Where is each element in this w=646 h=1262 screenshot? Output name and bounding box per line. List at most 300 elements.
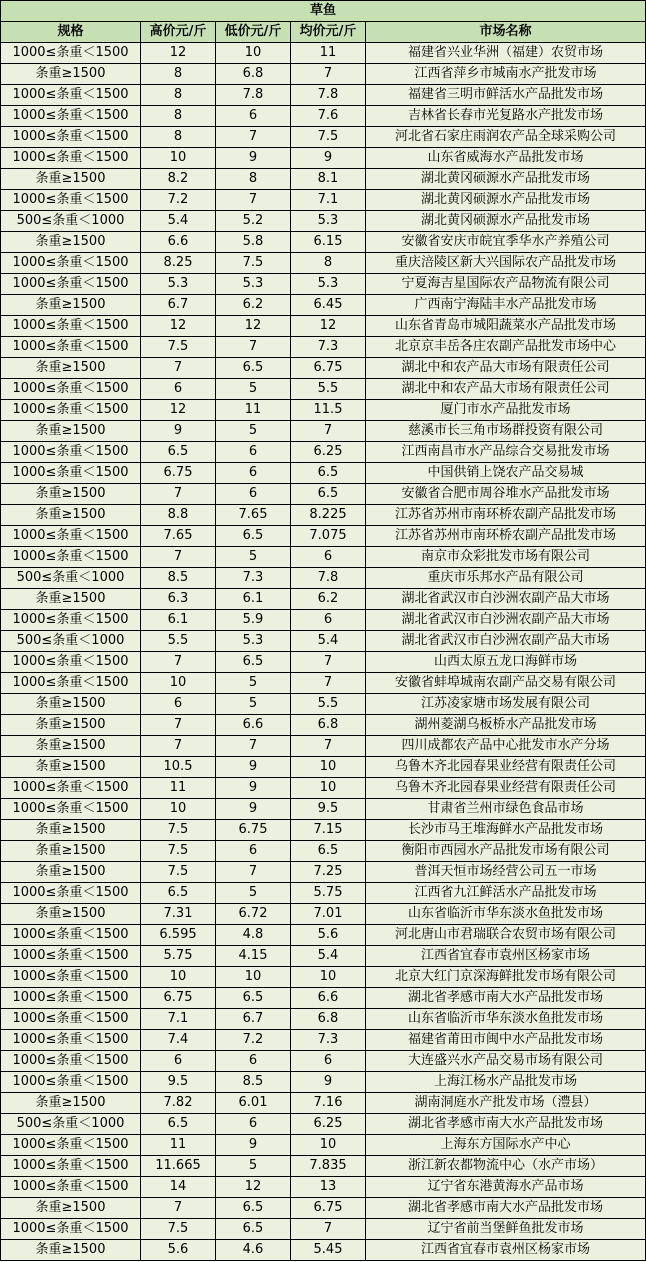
- table-row: [1, 421, 646, 442]
- cell-low-price: 6.5: [216, 652, 291, 673]
- table-row: [1, 988, 646, 1009]
- cell-spec: 条重≥1500: [1, 757, 141, 778]
- cell-avg-price: 7.075: [291, 526, 366, 547]
- cell-high-price: 7: [141, 358, 216, 379]
- title-row: [1, 1, 646, 22]
- cell-high-price: 14: [141, 1177, 216, 1198]
- table-row: [1, 694, 646, 715]
- cell-market-name: 北京京丰岳各庄农副产品批发市场中心: [366, 337, 646, 358]
- cell-avg-price: 6.6: [291, 988, 366, 1009]
- cell-high-price: 5.6: [141, 1240, 216, 1261]
- cell-market-name: 大连盛兴水产品交易市场有限公司: [366, 1051, 646, 1072]
- cell-low-price: 6.1: [216, 589, 291, 610]
- table-row: [1, 925, 646, 946]
- cell-low-price: 5: [216, 547, 291, 568]
- cell-avg-price: 6.5: [291, 463, 366, 484]
- cell-spec: 1000≤条重＜1500: [1, 316, 141, 337]
- cell-spec: 条重≥1500: [1, 862, 141, 883]
- cell-high-price: 11: [141, 1135, 216, 1156]
- cell-avg-price: 11.5: [291, 400, 366, 421]
- cell-spec: 1000≤条重＜1500: [1, 673, 141, 694]
- cell-market-name: 安徽省安庆市皖宜季华水产养殖公司: [366, 232, 646, 253]
- cell-market-name: 山东省青岛市城阳蔬菜水产品批发市场: [366, 316, 646, 337]
- cell-spec: 条重≥1500: [1, 1093, 141, 1114]
- cell-low-price: 6.01: [216, 1093, 291, 1114]
- cell-spec: 条重≥1500: [1, 715, 141, 736]
- cell-low-price: 7.65: [216, 505, 291, 526]
- table-row: [1, 778, 646, 799]
- cell-high-price: 10.5: [141, 757, 216, 778]
- cell-avg-price: 9.5: [291, 799, 366, 820]
- cell-high-price: 10: [141, 967, 216, 988]
- cell-low-price: 7: [216, 127, 291, 148]
- cell-spec: 1000≤条重＜1500: [1, 799, 141, 820]
- cell-market-name: 福建省兴业华洲（福建）农贸市场: [366, 43, 646, 64]
- cell-low-price: 7: [216, 736, 291, 757]
- cell-high-price: 7: [141, 652, 216, 673]
- cell-avg-price: 10: [291, 757, 366, 778]
- cell-market-name: 福建省三明市鲜活水产品批发市场: [366, 85, 646, 106]
- cell-spec: 条重≥1500: [1, 694, 141, 715]
- cell-avg-price: 5.6: [291, 925, 366, 946]
- cell-high-price: 8: [141, 106, 216, 127]
- cell-avg-price: 7: [291, 673, 366, 694]
- cell-avg-price: 10: [291, 1135, 366, 1156]
- cell-high-price: 9.5: [141, 1072, 216, 1093]
- cell-high-price: 6.6: [141, 232, 216, 253]
- cell-low-price: 12: [216, 316, 291, 337]
- header-row: [1, 22, 646, 43]
- table-row: [1, 736, 646, 757]
- cell-avg-price: 7.25: [291, 862, 366, 883]
- cell-spec: 条重≥1500: [1, 1198, 141, 1219]
- cell-spec: 1000≤条重＜1500: [1, 778, 141, 799]
- cell-high-price: 6.595: [141, 925, 216, 946]
- table-row: [1, 883, 646, 904]
- cell-market-name: 上海东方国际水产中心: [366, 1135, 646, 1156]
- cell-avg-price: 7.835: [291, 1156, 366, 1177]
- cell-high-price: 7.2: [141, 190, 216, 211]
- cell-market-name: 山西太原五龙口海鲜市场: [366, 652, 646, 673]
- table-row: [1, 295, 646, 316]
- table-row: [1, 148, 646, 169]
- cell-high-price: 7.82: [141, 1093, 216, 1114]
- cell-low-price: 6: [216, 106, 291, 127]
- cell-spec: 500≤条重＜1000: [1, 631, 141, 652]
- cell-low-price: 6: [216, 484, 291, 505]
- cell-low-price: 9: [216, 757, 291, 778]
- cell-avg-price: 7.6: [291, 106, 366, 127]
- cell-high-price: 11: [141, 778, 216, 799]
- cell-spec: 1000≤条重＜1500: [1, 1072, 141, 1093]
- table-row: [1, 43, 646, 64]
- cell-spec: 1000≤条重＜1500: [1, 988, 141, 1009]
- cell-spec: 条重≥1500: [1, 232, 141, 253]
- cell-low-price: 6.6: [216, 715, 291, 736]
- cell-market-name: 江苏省苏州市南环桥农副产品批发市场: [366, 505, 646, 526]
- cell-low-price: 5.9: [216, 610, 291, 631]
- cell-spec: 1000≤条重＜1500: [1, 442, 141, 463]
- table-row: [1, 904, 646, 925]
- cell-avg-price: 6.25: [291, 442, 366, 463]
- table-row: [1, 232, 646, 253]
- cell-low-price: 6.8: [216, 64, 291, 85]
- cell-spec: 1000≤条重＜1500: [1, 1135, 141, 1156]
- cell-avg-price: 11: [291, 43, 366, 64]
- cell-market-name: 江西省宜春市袁州区杨家市场: [366, 1240, 646, 1261]
- cell-low-price: 6: [216, 1051, 291, 1072]
- table-row: [1, 967, 646, 988]
- cell-spec: 条重≥1500: [1, 904, 141, 925]
- cell-spec: 1000≤条重＜1500: [1, 127, 141, 148]
- cell-low-price: 5: [216, 883, 291, 904]
- header-avg-price: 均价元/斤: [291, 22, 366, 43]
- cell-market-name: 上海江杨水产品批发市场: [366, 1072, 646, 1093]
- cell-low-price: 6: [216, 442, 291, 463]
- cell-market-name: 甘肃省兰州市绿色食品市场: [366, 799, 646, 820]
- cell-market-name: 江西南昌市水产品综合交易批发市场: [366, 442, 646, 463]
- cell-low-price: 9: [216, 799, 291, 820]
- cell-high-price: 5.3: [141, 274, 216, 295]
- header-market-name: 市场名称: [366, 22, 646, 43]
- cell-spec: 条重≥1500: [1, 1240, 141, 1261]
- cell-high-price: 8.5: [141, 568, 216, 589]
- table-row: [1, 589, 646, 610]
- cell-spec: 1000≤条重＜1500: [1, 946, 141, 967]
- cell-spec: 条重≥1500: [1, 820, 141, 841]
- cell-low-price: 9: [216, 1135, 291, 1156]
- cell-low-price: 5: [216, 694, 291, 715]
- cell-avg-price: 7: [291, 1219, 366, 1240]
- cell-high-price: 8.2: [141, 169, 216, 190]
- cell-market-name: 河北省石家庄雨润农产品全球采购公司: [366, 127, 646, 148]
- cell-spec: 1000≤条重＜1500: [1, 610, 141, 631]
- cell-spec: 条重≥1500: [1, 295, 141, 316]
- cell-low-price: 6.5: [216, 358, 291, 379]
- cell-avg-price: 6.2: [291, 589, 366, 610]
- table-row: [1, 610, 646, 631]
- cell-avg-price: 6: [291, 610, 366, 631]
- cell-spec: 1000≤条重＜1500: [1, 379, 141, 400]
- cell-low-price: 6.7: [216, 1009, 291, 1030]
- cell-avg-price: 6.15: [291, 232, 366, 253]
- cell-low-price: 6.5: [216, 1198, 291, 1219]
- cell-avg-price: 12: [291, 316, 366, 337]
- cell-avg-price: 9: [291, 1072, 366, 1093]
- cell-market-name: 乌鲁木齐北园春果业经营有限责任公司: [366, 778, 646, 799]
- cell-low-price: 10: [216, 43, 291, 64]
- table-row: [1, 106, 646, 127]
- cell-avg-price: 6.45: [291, 295, 366, 316]
- cell-avg-price: 7.15: [291, 820, 366, 841]
- table-title: 草鱼: [1, 1, 646, 22]
- table-row: [1, 1114, 646, 1135]
- cell-spec: 1000≤条重＜1500: [1, 43, 141, 64]
- cell-avg-price: 7.16: [291, 1093, 366, 1114]
- cell-spec: 条重≥1500: [1, 736, 141, 757]
- header-spec: 规格: [1, 22, 141, 43]
- cell-high-price: 9: [141, 421, 216, 442]
- cell-avg-price: 7: [291, 64, 366, 85]
- cell-high-price: 6.7: [141, 295, 216, 316]
- cell-avg-price: 7.8: [291, 568, 366, 589]
- cell-high-price: 7: [141, 547, 216, 568]
- cell-low-price: 6.2: [216, 295, 291, 316]
- cell-low-price: 10: [216, 967, 291, 988]
- cell-spec: 1000≤条重＜1500: [1, 274, 141, 295]
- cell-market-name: 山东省威海水产品批发市场: [366, 148, 646, 169]
- cell-spec: 1000≤条重＜1500: [1, 337, 141, 358]
- table-row: [1, 190, 646, 211]
- cell-high-price: 7.4: [141, 1030, 216, 1051]
- cell-high-price: 7.5: [141, 1219, 216, 1240]
- cell-market-name: 辽宁省东港黄海水产品市场: [366, 1177, 646, 1198]
- table-row: [1, 1177, 646, 1198]
- cell-high-price: 12: [141, 400, 216, 421]
- cell-high-price: 7.65: [141, 526, 216, 547]
- cell-high-price: 6: [141, 379, 216, 400]
- cell-spec: 1000≤条重＜1500: [1, 190, 141, 211]
- cell-high-price: 12: [141, 43, 216, 64]
- cell-low-price: 7.3: [216, 568, 291, 589]
- cell-low-price: 5: [216, 421, 291, 442]
- table-row: [1, 799, 646, 820]
- cell-avg-price: 7.01: [291, 904, 366, 925]
- table-row: [1, 400, 646, 421]
- cell-low-price: 7.8: [216, 85, 291, 106]
- cell-spec: 1000≤条重＜1500: [1, 652, 141, 673]
- table-row: [1, 547, 646, 568]
- cell-low-price: 12: [216, 1177, 291, 1198]
- table-row: [1, 64, 646, 85]
- cell-spec: 500≤条重＜1000: [1, 211, 141, 232]
- cell-spec: 1000≤条重＜1500: [1, 967, 141, 988]
- table-row: [1, 526, 646, 547]
- cell-market-name: 湖北省孝感市南大水产品批发市场: [366, 988, 646, 1009]
- cell-low-price: 6.5: [216, 526, 291, 547]
- table-row: [1, 1219, 646, 1240]
- cell-market-name: 安徽省合肥市周谷堆水产品批发市场: [366, 484, 646, 505]
- cell-market-name: 安徽省蚌埠城南农副产品交易有限公司: [366, 673, 646, 694]
- table-row: [1, 1156, 646, 1177]
- cell-spec: 条重≥1500: [1, 505, 141, 526]
- cell-market-name: 长沙市马王堆海鲜水产品批发市场: [366, 820, 646, 841]
- table-row: [1, 841, 646, 862]
- cell-avg-price: 7: [291, 421, 366, 442]
- cell-low-price: 7: [216, 190, 291, 211]
- table-row: [1, 211, 646, 232]
- cell-spec: 1000≤条重＜1500: [1, 253, 141, 274]
- cell-low-price: 7: [216, 862, 291, 883]
- cell-high-price: 7: [141, 1198, 216, 1219]
- cell-high-price: 5.5: [141, 631, 216, 652]
- cell-market-name: 湖北省孝感市南大水产品批发市场: [366, 1114, 646, 1135]
- cell-spec: 1000≤条重＜1500: [1, 400, 141, 421]
- cell-high-price: 8.8: [141, 505, 216, 526]
- cell-spec: 1000≤条重＜1500: [1, 1030, 141, 1051]
- cell-avg-price: 6.8: [291, 1009, 366, 1030]
- table-row: [1, 274, 646, 295]
- table-row: [1, 1135, 646, 1156]
- cell-market-name: 湖北省武汉市白沙洲农副产品大市场: [366, 610, 646, 631]
- cell-spec: 500≤条重＜1000: [1, 568, 141, 589]
- cell-spec: 1000≤条重＜1500: [1, 1177, 141, 1198]
- cell-market-name: 广西南宁海陆丰水产品批发市场: [366, 295, 646, 316]
- cell-market-name: 江西省萍乡市城南水产批发市场: [366, 64, 646, 85]
- cell-market-name: 辽宁省前当堡鲜鱼批发市场: [366, 1219, 646, 1240]
- header-low-price: 低价元/斤: [216, 22, 291, 43]
- cell-market-name: 湖北黄冈硕源水产品批发市场: [366, 190, 646, 211]
- cell-spec: 1000≤条重＜1500: [1, 1051, 141, 1072]
- cell-high-price: 7.1: [141, 1009, 216, 1030]
- cell-low-price: 5: [216, 673, 291, 694]
- cell-high-price: 6.3: [141, 589, 216, 610]
- table-row: [1, 484, 646, 505]
- table-row: [1, 463, 646, 484]
- cell-market-name: 四川成都农产品中心批发市水产分场: [366, 736, 646, 757]
- cell-avg-price: 6: [291, 547, 366, 568]
- cell-high-price: 6.5: [141, 442, 216, 463]
- cell-high-price: 6.5: [141, 1114, 216, 1135]
- cell-high-price: 10: [141, 148, 216, 169]
- cell-spec: 条重≥1500: [1, 421, 141, 442]
- cell-spec: 1000≤条重＜1500: [1, 1009, 141, 1030]
- cell-spec: 条重≥1500: [1, 841, 141, 862]
- table-row: [1, 358, 646, 379]
- cell-high-price: 6.1: [141, 610, 216, 631]
- cell-high-price: 7: [141, 736, 216, 757]
- cell-market-name: 江苏省苏州市南环桥农副产品批发市场: [366, 526, 646, 547]
- cell-low-price: 6.72: [216, 904, 291, 925]
- table-row: [1, 631, 646, 652]
- cell-market-name: 浙江新农都物流中心（水产市场）: [366, 1156, 646, 1177]
- cell-market-name: 山东省临沂市华东淡水鱼批发市场: [366, 904, 646, 925]
- cell-avg-price: 5.45: [291, 1240, 366, 1261]
- cell-low-price: 6.5: [216, 1219, 291, 1240]
- table-row: [1, 715, 646, 736]
- cell-high-price: 10: [141, 799, 216, 820]
- cell-high-price: 8: [141, 64, 216, 85]
- cell-low-price: 5.3: [216, 631, 291, 652]
- cell-low-price: 7.2: [216, 1030, 291, 1051]
- cell-avg-price: 10: [291, 967, 366, 988]
- cell-spec: 500≤条重＜1000: [1, 1114, 141, 1135]
- cell-market-name: 湖北省武汉市白沙洲农副产品大市场: [366, 589, 646, 610]
- cell-avg-price: 9: [291, 148, 366, 169]
- cell-spec: 1000≤条重＜1500: [1, 1156, 141, 1177]
- cell-spec: 1000≤条重＜1500: [1, 85, 141, 106]
- cell-market-name: 北京大红门京深海鲜批发市场有限公司: [366, 967, 646, 988]
- cell-high-price: 8: [141, 127, 216, 148]
- cell-low-price: 5.3: [216, 274, 291, 295]
- cell-market-name: 厦门市水产品批发市场: [366, 400, 646, 421]
- cell-avg-price: 7.1: [291, 190, 366, 211]
- cell-high-price: 8.25: [141, 253, 216, 274]
- cell-high-price: 7: [141, 715, 216, 736]
- cell-spec: 条重≥1500: [1, 589, 141, 610]
- cell-low-price: 6: [216, 1114, 291, 1135]
- cell-high-price: 6: [141, 694, 216, 715]
- cell-avg-price: 6.8: [291, 715, 366, 736]
- cell-market-name: 吉林省长春市光复路水产批发市场: [366, 106, 646, 127]
- cell-spec: 1000≤条重＜1500: [1, 106, 141, 127]
- cell-high-price: 12: [141, 316, 216, 337]
- cell-low-price: 4.15: [216, 946, 291, 967]
- cell-market-name: 衡阳市西园水产品批发市场有限公司: [366, 841, 646, 862]
- cell-market-name: 湖北省武汉市白沙洲农副产品大市场: [366, 631, 646, 652]
- cell-high-price: 6: [141, 1051, 216, 1072]
- cell-avg-price: 5.4: [291, 631, 366, 652]
- table-row: [1, 127, 646, 148]
- table-body: [1, 43, 646, 1261]
- cell-high-price: 7.5: [141, 820, 216, 841]
- cell-market-name: 湖南洞庭水产批发市场（澧县）: [366, 1093, 646, 1114]
- cell-spec: 条重≥1500: [1, 64, 141, 85]
- cell-low-price: 9: [216, 148, 291, 169]
- cell-market-name: 湖北中和农产品大市场有限责任公司: [366, 379, 646, 400]
- cell-low-price: 6.75: [216, 820, 291, 841]
- cell-market-name: 普洱天恒市场经营公司五一市场: [366, 862, 646, 883]
- cell-high-price: 6.75: [141, 463, 216, 484]
- cell-high-price: 5.4: [141, 211, 216, 232]
- cell-market-name: 福建省莆田市闽中水产品批发市场: [366, 1030, 646, 1051]
- cell-spec: 1000≤条重＜1500: [1, 547, 141, 568]
- table-row: [1, 1030, 646, 1051]
- table-row: [1, 1198, 646, 1219]
- table-row: [1, 379, 646, 400]
- cell-avg-price: 7.5: [291, 127, 366, 148]
- table-row: [1, 946, 646, 967]
- cell-low-price: 9: [216, 778, 291, 799]
- cell-spec: 条重≥1500: [1, 169, 141, 190]
- cell-spec: 条重≥1500: [1, 484, 141, 505]
- cell-avg-price: 10: [291, 778, 366, 799]
- cell-avg-price: 7.8: [291, 85, 366, 106]
- cell-avg-price: 8: [291, 253, 366, 274]
- cell-low-price: 4.6: [216, 1240, 291, 1261]
- cell-low-price: 7: [216, 337, 291, 358]
- table-row: [1, 673, 646, 694]
- cell-avg-price: 7.3: [291, 337, 366, 358]
- cell-high-price: 6.75: [141, 988, 216, 1009]
- cell-market-name: 湖北省孝感市南大水产品批发市场: [366, 1198, 646, 1219]
- cell-avg-price: 5.5: [291, 694, 366, 715]
- table-row: [1, 1051, 646, 1072]
- table-row: [1, 1072, 646, 1093]
- cell-avg-price: 5.3: [291, 274, 366, 295]
- cell-low-price: 5.2: [216, 211, 291, 232]
- cell-market-name: 南京市众彩批发市场有限公司: [366, 547, 646, 568]
- cell-market-name: 湖北黄冈硕源水产品批发市场: [366, 211, 646, 232]
- cell-avg-price: 7.3: [291, 1030, 366, 1051]
- cell-market-name: 江西省宜春市袁州区杨家市场: [366, 946, 646, 967]
- cell-avg-price: 7: [291, 652, 366, 673]
- cell-spec: 1000≤条重＜1500: [1, 463, 141, 484]
- cell-avg-price: 6.5: [291, 484, 366, 505]
- cell-market-name: 江苏凌家塘市场发展有限公司: [366, 694, 646, 715]
- table-row: [1, 1009, 646, 1030]
- cell-avg-price: 6.5: [291, 841, 366, 862]
- cell-low-price: 6: [216, 463, 291, 484]
- table-row: [1, 862, 646, 883]
- cell-market-name: 河北唐山市君瑞联合农贸市场有限公司: [366, 925, 646, 946]
- table-row: [1, 757, 646, 778]
- cell-avg-price: 5.4: [291, 946, 366, 967]
- cell-low-price: 8.5: [216, 1072, 291, 1093]
- cell-spec: 1000≤条重＜1500: [1, 148, 141, 169]
- table-row: [1, 442, 646, 463]
- cell-market-name: 慈溪市长三角市场群投资有限公司: [366, 421, 646, 442]
